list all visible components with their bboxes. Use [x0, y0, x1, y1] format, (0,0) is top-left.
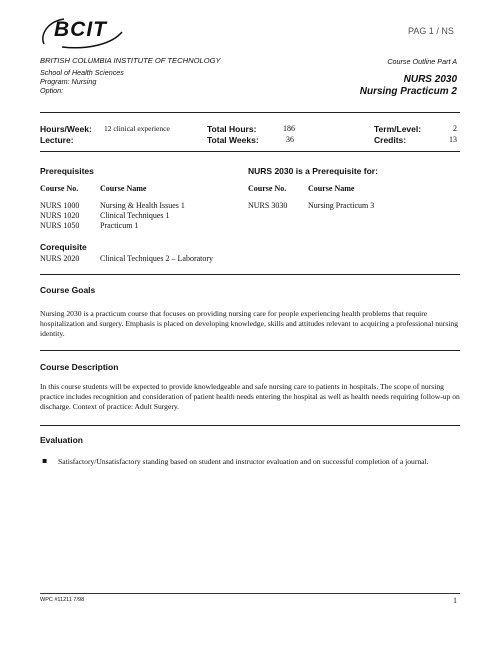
- course-code: NURS 2030: [403, 74, 457, 85]
- divider: [40, 274, 460, 275]
- prereq-for-title: NURS 2030 is a Prerequisite for:: [248, 166, 378, 176]
- option-label: Option:: [40, 86, 64, 95]
- total-weeks-value: 36: [286, 135, 294, 144]
- footer-divider: [40, 593, 460, 594]
- prereq-row-no: NURS 1020: [40, 211, 80, 220]
- prereq-col-name: Course Name: [100, 184, 147, 193]
- school-name: School of Health Sciences: [40, 68, 124, 77]
- hours-week-value: 12 clinical experience: [104, 124, 170, 133]
- term-label: Term/Level:: [374, 124, 422, 134]
- corequisite-name: Clinical Techniques 2 – Laboratory: [100, 254, 214, 263]
- prereq-for-col-no: Course No.: [248, 184, 287, 193]
- page-mark: PAG 1 / NS: [408, 26, 454, 36]
- prereq-for-row-name: Nursing Practicum 3: [308, 201, 375, 210]
- evaluation-bullet-text: Satisfactory/Unsatisfactory standing based on student and instructor evaluation and on successful completion of a journal.: [58, 457, 429, 466]
- credits-label: Credits:: [374, 135, 407, 145]
- logo-text: BCIT: [54, 18, 107, 41]
- divider: [40, 151, 460, 152]
- prereq-for-row-no: NURS 3030: [248, 201, 288, 210]
- course-title: Nursing Practicum 2: [359, 86, 457, 97]
- total-weeks-label: Total Weeks:: [207, 135, 259, 145]
- total-hours-value: 186: [283, 124, 295, 133]
- description-title: Course Description: [40, 362, 119, 372]
- footer-code: WPC #11211 7/98: [40, 597, 85, 603]
- institute-name: BRITISH COLUMBIA INSTITUTE OF TECHNOLOGY: [40, 56, 221, 65]
- bcit-logo: [38, 14, 124, 50]
- corequisite-title: Corequisite: [40, 242, 87, 252]
- evaluation-title: Evaluation: [40, 435, 83, 445]
- page-number: 1: [453, 596, 457, 605]
- divider: [40, 425, 460, 426]
- prereq-row-name: Nursing & Health Issues 1: [100, 201, 185, 210]
- total-hours-label: Total Hours:: [207, 124, 257, 134]
- term-value: 2: [453, 124, 457, 133]
- outline-type: Course Outline Part A: [387, 57, 457, 66]
- prereq-row-name: Practicum 1: [100, 221, 139, 230]
- bullet-icon: ▪: [42, 456, 48, 465]
- description-text: In this course students will be expected to provide knowledgeable and safe nursing care to patients in hospitals. The scope of nursing practice includes recognition and consideration of patient health needs entering the hospital as well as health needs requiring follow-up on discharge. Context of practice: Adult Surgery.: [40, 382, 460, 411]
- prereq-row-no: NURS 1050: [40, 221, 80, 230]
- hours-week-label: Hours/Week:: [40, 124, 92, 134]
- goals-title: Course Goals: [40, 285, 96, 295]
- prereq-for-col-name: Course Name: [308, 184, 355, 193]
- prereq-row-no: NURS 1000: [40, 201, 80, 210]
- program-name: Program: Nursing: [40, 77, 97, 86]
- corequisite-no: NURS 2020: [40, 254, 80, 263]
- divider: [40, 112, 460, 113]
- lecture-label: Lecture:: [40, 135, 74, 145]
- divider: [40, 350, 460, 351]
- goals-text: Nursing 2030 is a practicum course that focuses on providing nursing care for people experiencing health problems that require hospitalization and surgery. Emphasis is placed on developing knowledge, skills and attitudes relevant to acquiring a professional nursing identity.: [40, 309, 458, 338]
- credits-value: 13: [449, 135, 457, 144]
- prereq-col-no: Course No.: [40, 184, 79, 193]
- prereq-row-name: Clinical Techniques 1: [100, 211, 170, 220]
- prerequisites-title: Prerequisites: [40, 166, 94, 176]
